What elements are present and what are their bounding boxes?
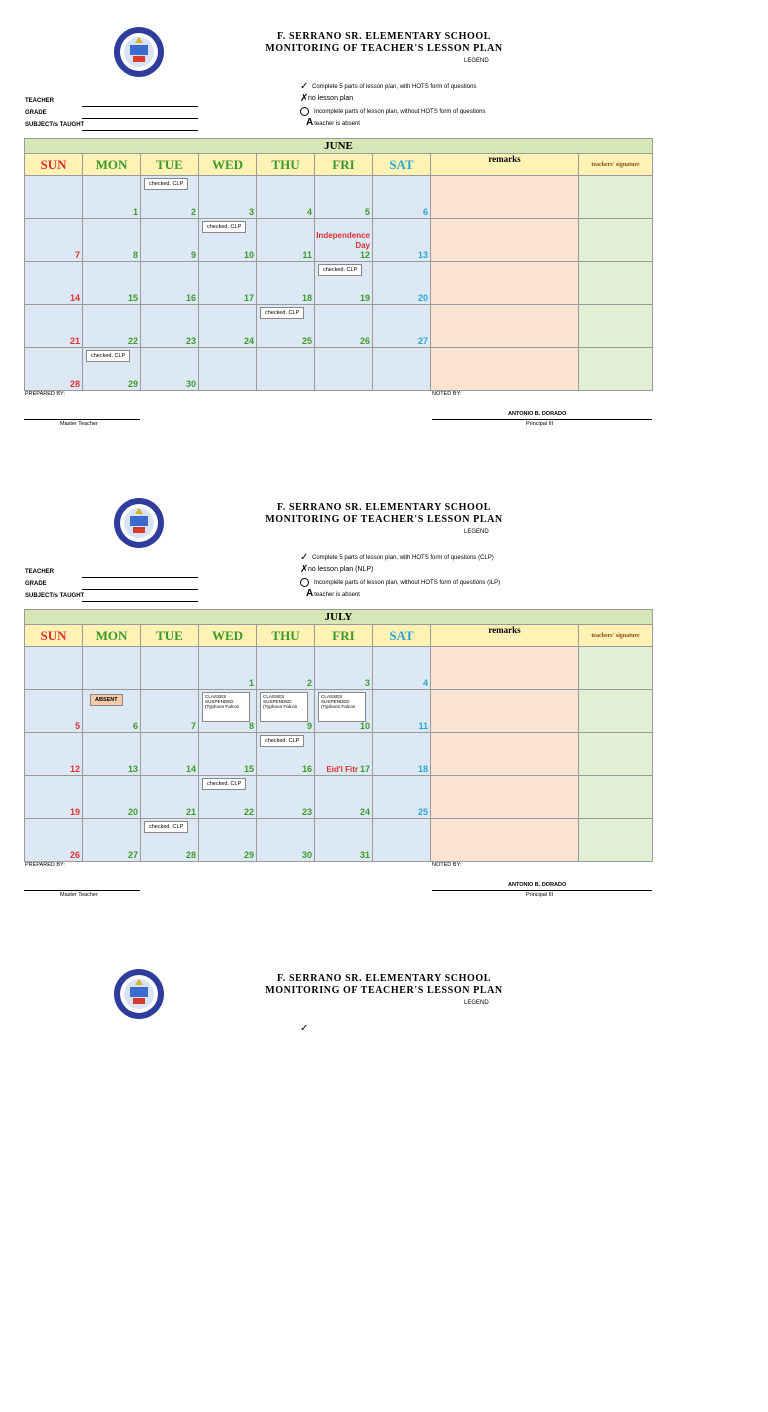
day-number: 17 — [359, 764, 370, 774]
day-number: 5 — [364, 207, 370, 217]
day-cell[interactable] — [373, 690, 431, 733]
day-number: 25 — [417, 807, 428, 817]
signature-cell[interactable] — [579, 819, 653, 862]
day-cell[interactable] — [25, 305, 83, 348]
day-number: 6 — [132, 721, 138, 731]
day-cell[interactable] — [199, 819, 257, 862]
day-cell[interactable] — [373, 733, 431, 776]
day-cell[interactable] — [315, 647, 373, 690]
cross-icon: ✗ — [300, 93, 309, 104]
day-cell[interactable] — [25, 647, 83, 690]
day-cell[interactable] — [257, 819, 315, 862]
legend-text: teacher is absent — [314, 592, 360, 598]
day-number: 28 — [69, 379, 80, 389]
calendar-table — [24, 138, 653, 391]
day-cell[interactable] — [315, 262, 373, 305]
legend-heading: LEGEND — [464, 1000, 489, 1006]
day-cell[interactable] — [25, 176, 83, 219]
noted-by-label: NOTED BY: — [432, 391, 462, 397]
day-header-fri: FRI — [315, 625, 373, 647]
holiday-label: Eid'l Fitr — [326, 765, 358, 774]
legend-text: Complete 5 parts of lesson plan, with HOTS form of questions — [312, 84, 477, 91]
principal-title: Principal III — [526, 421, 554, 427]
info-field-2[interactable] — [82, 129, 198, 131]
prepared-by-signature-line[interactable] — [24, 418, 140, 420]
day-number: 16 — [301, 764, 312, 774]
day-cell[interactable] — [315, 819, 373, 862]
day-cell[interactable] — [25, 348, 83, 391]
remarks-cell[interactable] — [431, 219, 579, 262]
day-cell[interactable] — [199, 776, 257, 819]
day-number: 17 — [243, 293, 254, 303]
legend-text: no lesson plan — [308, 95, 354, 103]
day-header-sun: SUN — [25, 154, 83, 176]
day-number: 23 — [185, 336, 196, 346]
day-header-sat: SAT — [373, 154, 431, 176]
day-header-sun: SUN — [25, 625, 83, 647]
day-number: 22 — [243, 807, 254, 817]
day-number: 21 — [185, 807, 196, 817]
day-number: 11 — [418, 721, 428, 731]
day-number: 8 — [248, 721, 254, 731]
day-cell[interactable] — [315, 776, 373, 819]
day-number: 5 — [74, 721, 80, 731]
day-cell[interactable] — [25, 690, 83, 733]
day-cell[interactable] — [199, 690, 257, 733]
day-number: 11 — [302, 250, 312, 260]
day-cell[interactable] — [373, 819, 431, 862]
status-note: checked. CLP — [86, 350, 130, 362]
status-note: checked. CLP — [202, 221, 246, 233]
info-field-1[interactable] — [82, 117, 198, 119]
day-number: 1 — [132, 207, 138, 217]
day-cell[interactable] — [373, 776, 431, 819]
day-header-wed: WED — [199, 625, 257, 647]
day-cell[interactable] — [315, 690, 373, 733]
legend-text: no lesson plan (NLP) — [308, 566, 374, 574]
remarks-header: remarks — [431, 154, 579, 176]
day-number: 22 — [127, 336, 138, 346]
info-label: SUBJECT/s TAUGHT — [25, 122, 85, 128]
day-cell[interactable] — [257, 176, 315, 219]
day-cell[interactable] — [257, 305, 315, 348]
status-note: checked. CLP — [260, 735, 304, 747]
day-cell[interactable] — [199, 262, 257, 305]
signature-cell[interactable] — [579, 647, 653, 690]
day-number: 24 — [359, 807, 370, 817]
day-cell[interactable] — [141, 348, 199, 391]
remarks-cell[interactable] — [431, 305, 579, 348]
info-field-0[interactable] — [82, 576, 198, 578]
day-cell[interactable] — [141, 176, 199, 219]
prepared-by-label: PREPARED BY: — [25, 391, 65, 397]
day-cell[interactable] — [199, 219, 257, 262]
day-number: 10 — [243, 250, 254, 260]
info-field-0[interactable] — [82, 105, 198, 107]
day-number: 28 — [185, 850, 196, 860]
day-number: 2 — [190, 207, 196, 217]
legend-row — [300, 118, 360, 129]
day-cell[interactable] — [25, 262, 83, 305]
day-number: 19 — [69, 807, 80, 817]
day-number: 12 — [69, 764, 80, 774]
prepared-by-signature-line[interactable] — [24, 889, 140, 891]
legend-row — [300, 589, 360, 600]
day-cell[interactable] — [83, 305, 141, 348]
day-number: 18 — [301, 293, 312, 303]
legend-row — [300, 107, 485, 117]
school-name: F. SERRANO SR. ELEMENTARY SCHOOL — [276, 31, 492, 42]
sheet-july — [0, 471, 768, 941]
status-note: checked. CLP — [144, 178, 188, 190]
day-number: 13 — [417, 250, 428, 260]
legend-heading: LEGEND — [464, 58, 489, 64]
remarks-cell[interactable] — [431, 647, 579, 690]
remarks-cell[interactable] — [431, 819, 579, 862]
day-cell[interactable] — [141, 647, 199, 690]
signature-cell[interactable] — [579, 348, 653, 391]
info-label: GRADE — [25, 581, 47, 587]
day-number: 30 — [185, 379, 196, 389]
day-cell[interactable] — [25, 776, 83, 819]
day-cell[interactable] — [141, 690, 199, 733]
legend-text: Complete 5 parts of lesson plan, with HOTS form of questions (CLP) — [312, 555, 494, 562]
day-number: 3 — [248, 207, 254, 217]
day-cell[interactable] — [141, 776, 199, 819]
day-cell[interactable] — [257, 348, 315, 391]
day-number: 15 — [243, 764, 254, 774]
day-cell[interactable] — [199, 647, 257, 690]
prepared-by-label: PREPARED BY: — [25, 862, 65, 868]
day-cell[interactable] — [257, 776, 315, 819]
remarks-cell[interactable] — [431, 176, 579, 219]
day-number: 1 — [248, 678, 254, 688]
day-cell[interactable] — [257, 647, 315, 690]
remarks-cell[interactable] — [431, 776, 579, 819]
day-cell[interactable] — [199, 305, 257, 348]
principal-title: Principal III — [526, 892, 554, 898]
remarks-header: remarks — [431, 625, 579, 647]
day-cell[interactable] — [373, 176, 431, 219]
check-icon: ✓ — [300, 81, 309, 92]
remarks-cell[interactable] — [431, 262, 579, 305]
signature-cell[interactable] — [579, 176, 653, 219]
day-cell[interactable] — [83, 776, 141, 819]
absent-mark-icon: A — [306, 117, 314, 128]
month-title: JUNE — [25, 139, 653, 154]
legend-row — [300, 553, 494, 563]
day-cell[interactable] — [199, 176, 257, 219]
day-number: 13 — [127, 764, 138, 774]
day-number: 20 — [417, 293, 428, 303]
day-number: 26 — [69, 850, 80, 860]
legend-row — [300, 94, 353, 104]
day-cell[interactable] — [373, 348, 431, 391]
day-cell[interactable] — [83, 647, 141, 690]
suspension-note: CLASSES SUSPENDED (Typhoon Falcon — [260, 692, 308, 722]
school-name: F. SERRANO SR. ELEMENTARY SCHOOL — [276, 973, 492, 984]
status-note: checked. CLP — [260, 307, 304, 319]
day-cell[interactable] — [83, 690, 141, 733]
day-cell[interactable] — [141, 262, 199, 305]
day-cell[interactable] — [25, 819, 83, 862]
signature-header: teachers' signature — [579, 154, 653, 176]
legend-text: Incomplete parts of lesson plan, without HOTS form of questions (ILP) — [314, 580, 501, 587]
day-cell[interactable] — [141, 819, 199, 862]
signature-cell[interactable] — [579, 733, 653, 776]
form-title: MONITORING OF TEACHER'S LESSON PLAN — [265, 514, 503, 525]
legend-row — [300, 1024, 312, 1034]
month-title: JULY — [25, 610, 653, 625]
day-number: 12 — [359, 250, 370, 260]
noted-by-signature-line[interactable] — [432, 889, 652, 891]
day-number: 7 — [74, 250, 80, 260]
day-cell[interactable] — [315, 348, 373, 391]
day-number: 4 — [422, 678, 428, 688]
day-cell[interactable] — [373, 219, 431, 262]
day-number: 9 — [190, 250, 196, 260]
signature-cell[interactable] — [579, 690, 653, 733]
signature-header: teachers' signature — [579, 625, 653, 647]
day-header-sat: SAT — [373, 625, 431, 647]
day-cell[interactable] — [199, 733, 257, 776]
day-header-tue: TUE — [141, 154, 199, 176]
day-header-fri: FRI — [315, 154, 373, 176]
day-number: 20 — [127, 807, 138, 817]
day-number: 6 — [422, 207, 428, 217]
day-number: 9 — [306, 721, 312, 731]
principal-name: ANTONIO B. DORADO — [508, 411, 567, 417]
info-label: TEACHER — [25, 569, 55, 575]
day-cell[interactable] — [83, 348, 141, 391]
day-cell[interactable] — [199, 348, 257, 391]
status-note: checked. CLP — [318, 264, 362, 276]
info-label: TEACHER — [25, 98, 55, 104]
day-cell[interactable] — [257, 262, 315, 305]
day-number: 26 — [359, 336, 370, 346]
day-cell[interactable] — [315, 176, 373, 219]
info-label: SUBJECT/s TAUGHT — [25, 593, 85, 599]
day-cell[interactable] — [373, 262, 431, 305]
day-number: 18 — [417, 764, 428, 774]
holiday-label: Independence Day — [316, 231, 370, 250]
legend-row — [300, 82, 476, 92]
master-teacher-label: Master Teacher — [60, 421, 98, 427]
remarks-cell[interactable] — [431, 690, 579, 733]
sheet-next — [0, 942, 768, 1412]
status-note: checked. CLP — [144, 821, 188, 833]
day-number: 10 — [359, 721, 370, 731]
day-number: 27 — [127, 850, 138, 860]
day-number: 16 — [185, 293, 196, 303]
check-icon: ✓ — [300, 552, 309, 563]
legend-text: teacher is absent — [314, 121, 360, 127]
day-cell[interactable] — [83, 733, 141, 776]
cross-icon: ✗ — [300, 564, 309, 575]
day-cell[interactable] — [141, 305, 199, 348]
day-number: 25 — [301, 336, 312, 346]
day-cell[interactable] — [83, 219, 141, 262]
absent-badge: ABSENT — [90, 694, 123, 706]
circle-icon — [300, 578, 309, 587]
day-cell[interactable] — [257, 690, 315, 733]
school-name: F. SERRANO SR. ELEMENTARY SCHOOL — [276, 502, 492, 513]
remarks-cell[interactable] — [431, 348, 579, 391]
signature-cell[interactable] — [579, 262, 653, 305]
check-icon: ✓ — [300, 1023, 309, 1034]
legend-row — [300, 578, 500, 588]
day-number: 3 — [364, 678, 370, 688]
remarks-cell[interactable] — [431, 733, 579, 776]
day-number: 19 — [359, 293, 370, 303]
day-cell[interactable] — [315, 733, 373, 776]
principal-name: ANTONIO B. DORADO — [508, 882, 567, 888]
suspension-note: CLASSES SUSPENDED (Typhoon Falcon — [318, 692, 366, 722]
day-number: 14 — [69, 293, 80, 303]
day-number: 23 — [301, 807, 312, 817]
day-cell[interactable] — [257, 219, 315, 262]
day-number: 31 — [359, 850, 370, 860]
day-cell[interactable] — [25, 733, 83, 776]
signature-cell[interactable] — [579, 219, 653, 262]
day-header-mon: MON — [83, 154, 141, 176]
noted-by-signature-line[interactable] — [432, 418, 652, 420]
form-title: MONITORING OF TEACHER'S LESSON PLAN — [265, 43, 503, 54]
legend-row — [300, 565, 373, 575]
legend-text: Incomplete parts of lesson plan, without HOTS form of questions — [314, 109, 486, 116]
day-header-mon: MON — [83, 625, 141, 647]
day-cell[interactable] — [25, 219, 83, 262]
day-number: 2 — [306, 678, 312, 688]
day-number: 24 — [243, 336, 254, 346]
signature-cell[interactable] — [579, 776, 653, 819]
info-field-2[interactable] — [82, 600, 198, 602]
day-header-tue: TUE — [141, 625, 199, 647]
day-cell[interactable] — [315, 305, 373, 348]
day-header-wed: WED — [199, 154, 257, 176]
day-number: 29 — [127, 379, 138, 389]
day-number: 30 — [301, 850, 312, 860]
day-number: 15 — [127, 293, 138, 303]
noted-by-label: NOTED BY: — [432, 862, 462, 868]
day-number: 29 — [243, 850, 254, 860]
day-cell[interactable] — [83, 262, 141, 305]
day-header-thu: THU — [257, 154, 315, 176]
day-cell[interactable] — [315, 219, 373, 262]
day-cell[interactable] — [373, 647, 431, 690]
day-number: 7 — [190, 721, 196, 731]
status-note: checked. CLP — [202, 778, 246, 790]
circle-icon — [300, 107, 309, 116]
day-number: 4 — [306, 207, 312, 217]
info-label: GRADE — [25, 110, 47, 116]
legend-heading: LEGEND — [464, 529, 489, 535]
day-number: 8 — [132, 250, 138, 260]
day-number: 14 — [185, 764, 196, 774]
info-field-1[interactable] — [82, 588, 198, 590]
day-cell[interactable] — [257, 733, 315, 776]
absent-mark-icon: A — [306, 588, 314, 599]
day-number: 21 — [69, 336, 80, 346]
master-teacher-label: Master Teacher — [60, 892, 98, 898]
day-header-thu: THU — [257, 625, 315, 647]
form-title: MONITORING OF TEACHER'S LESSON PLAN — [265, 985, 503, 996]
day-cell[interactable] — [83, 819, 141, 862]
day-cell[interactable] — [373, 305, 431, 348]
calendar-table — [24, 609, 653, 862]
signature-cell[interactable] — [579, 305, 653, 348]
day-cell[interactable] — [83, 176, 141, 219]
day-cell[interactable] — [141, 733, 199, 776]
day-cell[interactable] — [141, 219, 199, 262]
sheet-june — [0, 0, 768, 470]
day-number: 27 — [417, 336, 428, 346]
suspension-note: CLASSES SUSPENDED (Typhoon Falcon — [202, 692, 250, 722]
